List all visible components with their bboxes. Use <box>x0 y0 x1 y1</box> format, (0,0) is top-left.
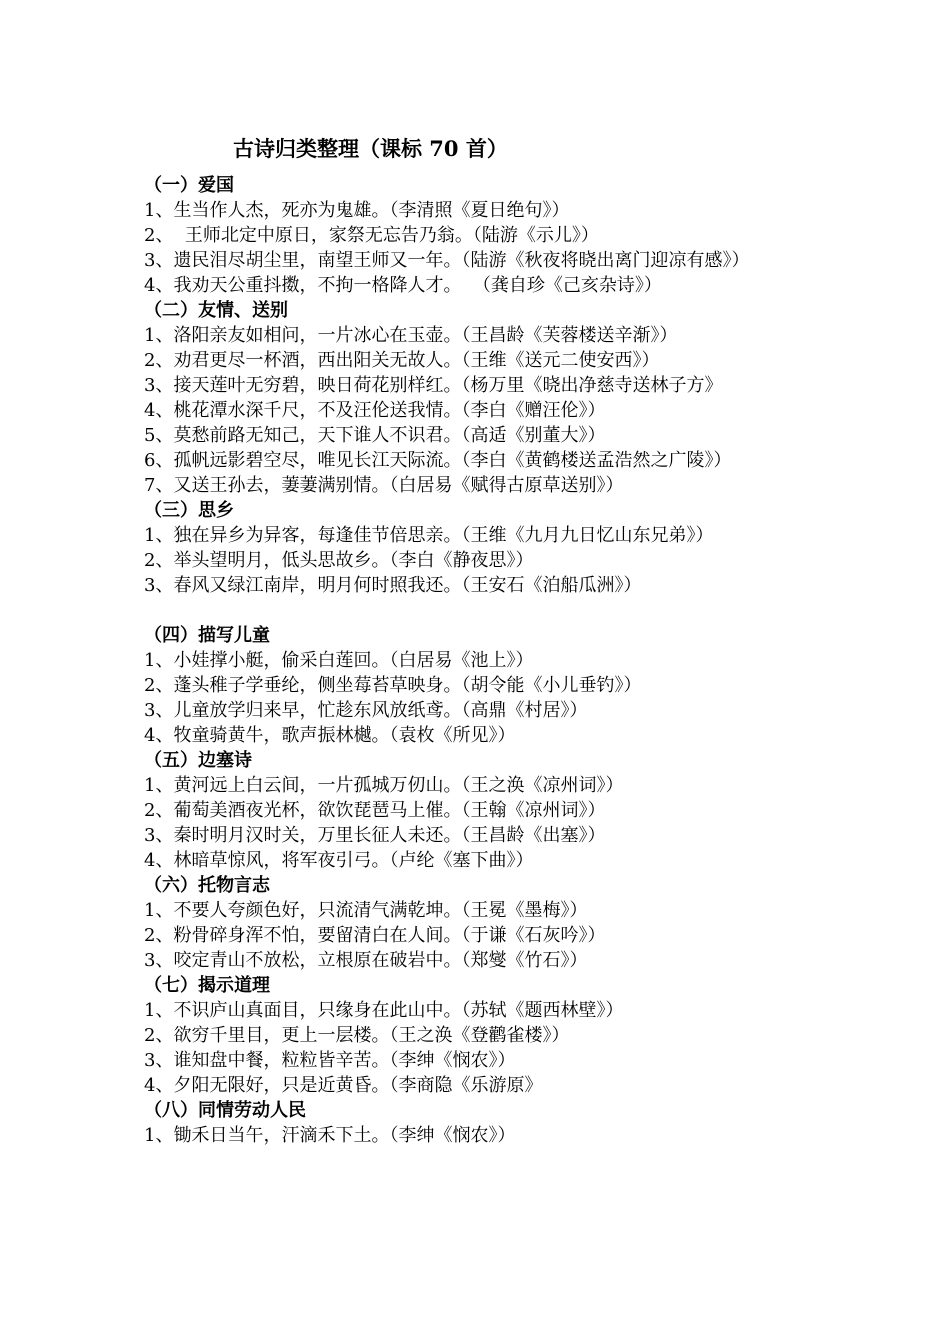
poem-line: 4、桃花潭水深千尺，不及汪伦送我情。（李白《赠汪伦》） <box>144 400 606 421</box>
section-patriotism <box>144 173 812 298</box>
poem-line: 1、独在异乡为异客，每逢佳节倍思亲。（王维《九月九日忆山东兄弟》） <box>144 525 714 546</box>
poem-line: 2、蓬头稚子学垂纶，侧坐莓苔草映身。（胡令能《小儿垂钓》） <box>144 675 642 696</box>
poem-line: 3、春风又绿江南岸，明月何时照我还。（王安石《泊船瓜洲》） <box>144 575 642 596</box>
section-heading: （五）边塞诗 <box>144 750 252 771</box>
poem-line: 1、生当作人杰，死亦为鬼雄。（李清照《夏日绝句》） <box>144 200 570 221</box>
section-heading: （四）描写儿童 <box>144 625 270 646</box>
poem-line: 1、锄禾日当午，汗滴禾下土。（李绅《悯农》） <box>144 1125 516 1146</box>
poem-line: 1、黄河远上白云间，一片孤城万仞山。（王之涣《凉州词》） <box>144 775 624 796</box>
poem-line: 2、举头望明月，低头思故乡。（李白《静夜思》） <box>144 550 534 571</box>
section-frontier <box>144 748 812 873</box>
poem-line: 3、儿童放学归来早，忙趁东风放纸鸢。（高鼎《村居》） <box>144 700 588 721</box>
poem-line: 2、 王师北定中原日，家祭无忘告乃翁。（陆游《示儿》） <box>144 225 599 246</box>
poem-line: 3、咬定青山不放松，立根原在破岩中。（郑燮《竹石》） <box>144 950 588 971</box>
poem-line: 1、不要人夸颜色好，只流清气满乾坤。（王冕《墨梅》） <box>144 900 588 921</box>
blank-line <box>144 598 812 623</box>
poem-line: 2、葡萄美酒夜光杯，欲饮琵琶马上催。（王翰《凉州词》） <box>144 800 606 821</box>
section-reasoning <box>144 973 812 1098</box>
section-aspiration <box>144 873 812 973</box>
poem-line: 1、小娃撑小艇，偷采白莲回。（白居易《池上》） <box>144 650 534 671</box>
poem-line: 3、接天莲叶无穷碧，映日荷花别样红。（杨万里《晓出净慈寺送林子方》 <box>144 375 723 396</box>
poem-line: 2、劝君更尽一杯酒，西出阳关无故人。（王维《送元二使安西》） <box>144 350 660 371</box>
poem-line: 5、莫愁前路无知己，天下谁人不识君。（高适《别董大》） <box>144 425 606 446</box>
section-heading: （三）思乡 <box>144 500 234 521</box>
poem-line: 2、欲穷千里目，更上一层楼。（王之涣《登鹳雀楼》） <box>144 1025 570 1046</box>
poem-line: 3、秦时明月汉时关，万里长征人未还。（王昌龄《出塞》） <box>144 825 606 846</box>
section-children <box>144 623 812 748</box>
document-body <box>144 173 812 1148</box>
poem-line: 2、粉骨碎身浑不怕，要留清白在人间。（于谦《石灰吟》） <box>144 925 606 946</box>
poem-line: 6、孤帆远影碧空尽，唯见长江天际流。（李白《黄鹤楼送孟浩然之广陵》） <box>144 450 732 471</box>
poem-line: 4、夕阳无限好，只是近黄昏。（李商隐《乐游原》 <box>144 1075 543 1096</box>
section-heading: （七）揭示道理 <box>144 975 270 996</box>
poem-line: 3、遗民泪尽胡尘里，南望王师又一年。（陆游《秋夜将晓出离门迎凉有感》） <box>144 250 750 271</box>
section-heading: （八）同情劳动人民 <box>144 1100 306 1121</box>
poem-line: 4、林暗草惊风，将军夜引弓。（卢纶《塞下曲》） <box>144 850 534 871</box>
poem-line: 1、不识庐山真面目，只缘身在此山中。（苏轼《题西林壁》） <box>144 1000 624 1021</box>
section-laborers <box>144 1098 812 1148</box>
section-heading: （二）友情、送别 <box>144 300 288 321</box>
section-heading: （六）托物言志 <box>144 875 270 896</box>
section-friendship <box>144 298 812 498</box>
poem-line: 4、牧童骑黄牛，歌声振林樾。（袁枚《所见》） <box>144 725 516 746</box>
section-heading: （一）爱国 <box>144 175 234 196</box>
poem-line: 1、洛阳亲友如相问，一片冰心在玉壶。（王昌龄《芙蓉楼送辛渐》） <box>144 325 678 346</box>
poem-line: 7、又送王孙去，萋萋满别情。（白居易《赋得古原草送别》） <box>144 475 624 496</box>
poem-line: 3、谁知盘中餐，粒粒皆辛苦。（李绅《悯农》） <box>144 1050 516 1071</box>
section-homesickness <box>144 498 812 598</box>
poem-line: 4、我劝天公重抖擞，不拘一格降人才。 （龚自珍《己亥杂诗》） <box>144 275 662 296</box>
document-title: 古诗归类整理（课标 70 首） <box>233 136 508 161</box>
